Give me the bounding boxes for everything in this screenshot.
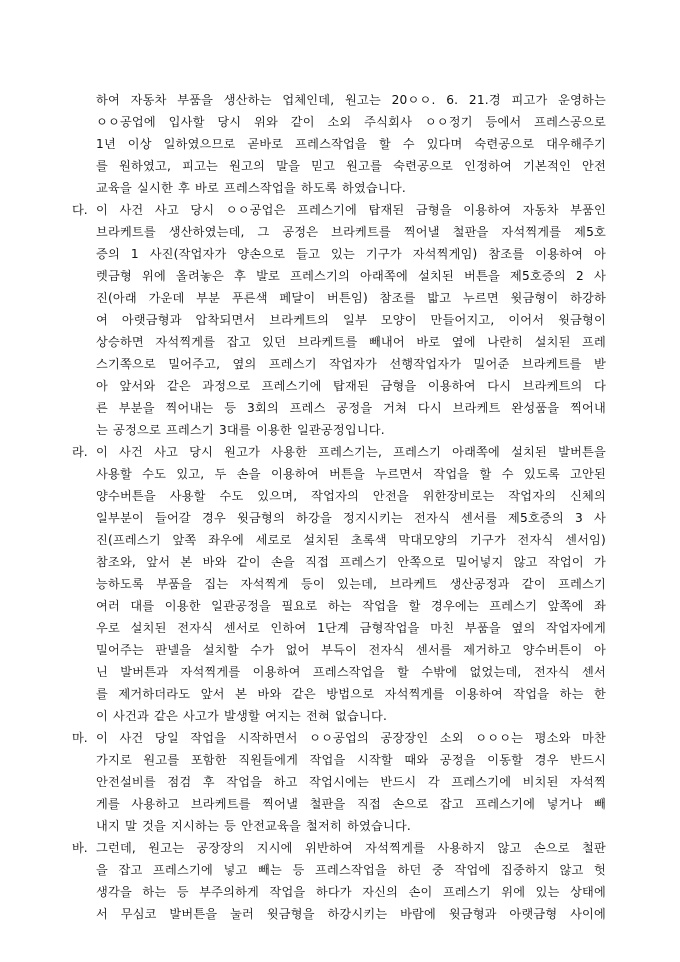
intro-line: 를 원하였고, 피고는 원고의 말을 믿고 원고를 숙련공으로 인정하여 기본적인 안전 bbox=[96, 159, 606, 173]
section-line: 생각을 하는 등 부주의하게 작업을 하다가 자신의 손이 프레스기 위에 있는 상태에 bbox=[96, 885, 606, 899]
section-line: 참조와, 앞서 본 바와 같이 손을 직접 프레스기 안쪽으로 밀어넣지 않고 작업이 가 bbox=[96, 555, 606, 569]
section-line: 그런데, 원고는 공장장의 지시에 위반하여 자석찍게를 사용하지 않고 손으로 철판 bbox=[96, 841, 606, 855]
section-line: 아 앞서와 같은 과정으로 프레스기에 탑재된 금형을 이용하여 다시 브라케트의 다 bbox=[96, 379, 606, 393]
section-line: 일부분이 들어갈 경우 윗금형의 하강을 정지시키는 전자식 센서를 제5호증의 3 사 bbox=[96, 511, 606, 525]
section-line: 이 사건 사고 당시 ㅇㅇ공업은 프레스기에 탑재된 금형을 이용하여 자동차 부품인 bbox=[96, 203, 606, 217]
section-line: 밀어주는 판넬을 설치할 수가 없어 부득이 전자식 센서를 제거하고 양수버튼이 아 bbox=[96, 643, 606, 657]
section-marker: 마. bbox=[72, 731, 88, 745]
intro-line: ㅇㅇ공업에 입사할 당시 위와 같이 소외 주식회사 ㅇㅇ정기 등에서 프레스공으로 bbox=[96, 115, 606, 129]
intro-paragraph bbox=[96, 89, 606, 199]
section-line: 진(프레스기 앞쪽 좌우에 세로로 설치된 초록색 막대모양의 기구가 전자식 센서임) bbox=[96, 533, 606, 547]
intro-line: 교육을 실시한 후 바로 프레스작업을 하도록 하였습니다. bbox=[96, 181, 406, 195]
document-body bbox=[72, 89, 606, 925]
section-line: 우로 설치된 전자식 센서로 인하여 1단계 금형작업을 마친 부품을 옆의 작업자에게 bbox=[96, 621, 606, 635]
section-line: 이 사건 사고 당시 원고가 사용한 프레스기는, 프레스기 아래쪽에 설치된 발버튼을 bbox=[96, 445, 606, 459]
section-ma bbox=[72, 727, 606, 837]
section-marker: 바. bbox=[72, 841, 88, 855]
section-ra bbox=[72, 441, 606, 727]
section-line: 서 무심코 발버튼을 눌러 윗금형을 하강시키는 바람에 윗금형과 아랫금형 사이에 bbox=[96, 907, 606, 921]
section-ba bbox=[72, 837, 606, 925]
section-line: 증의 1 사진(작업자가 양손으로 들고 있는 기구가 자석찍게임) 참조를 이용하여 아 bbox=[96, 247, 606, 261]
section-line: 진(아래 가운데 부분 푸른색 페달이 버튼임) 참조를 밟고 누르면 윗금형이 하강하 bbox=[96, 291, 606, 305]
section-line: 른 부분을 찍어내는 등 3회의 프레스 공정을 거쳐 다시 브라케트 완성품을 찍어내 bbox=[96, 401, 606, 415]
section-line: 이 사건 당일 작업을 시작하면서 ㅇㅇ공업의 공장장인 소외 ㅇㅇㅇ는 평소와 마찬 bbox=[96, 731, 606, 745]
intro-line: 1년 이상 일하였으므로 곧바로 프레스작업을 할 수 있다며 숙련공으로 대우해주기 bbox=[96, 137, 606, 151]
section-line: 는 공정으로 프레스기 3대를 이용한 일관공정입니다. bbox=[96, 423, 385, 437]
section-line: 을 잡고 프레스기에 넣고 빼는 등 프레스작업을 하던 중 작업에 집중하지 않고 헛 bbox=[96, 863, 606, 877]
section-line: 를 제거하더라도 앞서 본 바와 같은 방법으로 자석찍게를 이용하여 작업을 하는 한 bbox=[96, 687, 606, 701]
section-line: 능하도록 부품을 집는 자석찍게 등이 있는데, 브라케트 생산공정과 같이 프레스기 bbox=[96, 577, 606, 591]
section-line: 렛금형 위에 올려놓은 후 발로 프레스기의 아래쪽에 설치된 버튼을 제5호증의 2 사 bbox=[96, 269, 606, 283]
section-line: 게를 사용하고 브라케트를 찍어낼 철판을 직접 손으로 잡고 프레스기에 넣거나 빼 bbox=[96, 797, 606, 811]
section-marker: 다. bbox=[72, 203, 88, 217]
section-line: 이 사건과 같은 사고가 발생할 여지는 전혀 없습니다. bbox=[96, 709, 388, 723]
section-line: 상승하면 자석찍게를 잡고 있던 브라케트를 빼내어 바로 옆에 나란히 설치된 프레 bbox=[96, 335, 606, 349]
section-marker: 라. bbox=[72, 445, 88, 459]
section-line: 안전설비를 점검 후 작업을 하고 작업시에는 반드시 각 프레스기에 비치된 자석찍 bbox=[96, 775, 606, 789]
section-da bbox=[72, 199, 606, 441]
intro-line: 하여 자동차 부품을 생산하는 업체인데, 원고는 20ㅇㅇ. 6. 21.경 피고가 운영하는 bbox=[96, 93, 606, 107]
section-line: 브라케트를 생산하였는데, 그 공정은 브라케트를 찍어낼 철판을 자석찍게를 제5호 bbox=[96, 225, 606, 239]
section-line: 여러 대를 이용한 일관공정을 필요로 하는 작업을 할 경우에는 프레스기 앞쪽에 좌 bbox=[96, 599, 606, 613]
section-line: 양수버튼을 사용할 수도 있으며, 작업자의 안전을 위한장비로는 작업자의 신체의 bbox=[96, 489, 606, 503]
section-line: 내지 말 것을 지시하는 등 안전교육을 철저히 하였습니다. bbox=[96, 819, 411, 833]
section-line: 여 아랫금형과 압착되면서 브라케트의 일부 모양이 만들어지고, 이어서 윗금형이 bbox=[96, 313, 606, 327]
section-line: 사용할 수도 있고, 두 손을 이용하여 버튼을 누르면서 작업을 할 수 있도록 고안된 bbox=[96, 467, 606, 481]
section-line: 닌 발버튼과 자석찍게를 이용하여 프레스작업을 할 수밖에 없었는데, 전자식 센서 bbox=[96, 665, 606, 679]
section-line: 스기쪽으로 밀어주고, 옆의 프레스기 작업자가 선행작업자가 밀어준 브라케트를 받 bbox=[96, 357, 606, 371]
section-line: 가지로 원고를 포함한 직원들에게 작업을 시작할 때와 공정을 이동할 경우 반드시 bbox=[96, 753, 606, 767]
